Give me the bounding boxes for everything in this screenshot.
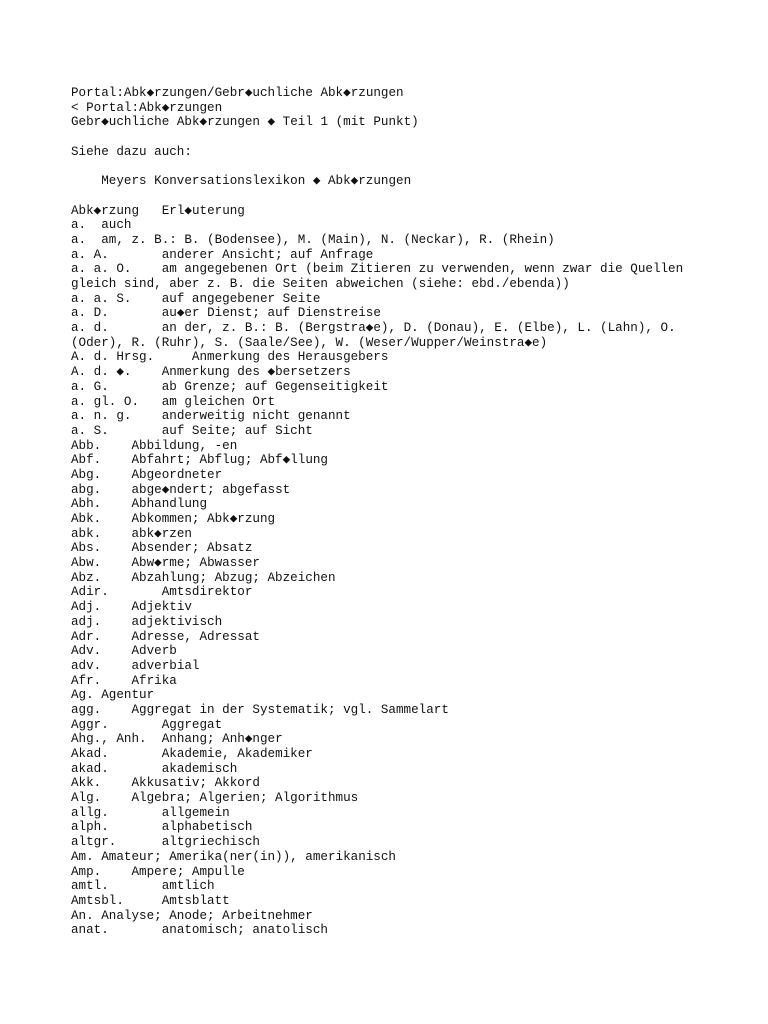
table-row: a. gl. O. am gleichen Ort <box>71 394 276 409</box>
table-row: abg. abge◆ndert; abgefasst <box>71 482 291 497</box>
table-row: abk. abk◆rzen <box>71 526 192 541</box>
table-row: a. n. g. anderweitig nicht genannt <box>71 409 351 424</box>
page-title: Portal:Abk◆rzungen/Gebr◆uchliche Abk◆rzungen <box>71 86 404 100</box>
table-row: Abh. Abhandlung <box>71 497 208 512</box>
table-row: a. am, z. B.: B. (Bodensee), M. (Main), N. (Neckar), R. (Rhein) <box>71 232 555 247</box>
table-row: adv. adverbial <box>71 658 200 673</box>
table-row: a. a. O. am angegebenen Ort (beim Zitieren zu verwenden, wenn zwar die Quellen gleich sind, aber z. B. die Seiten abweichen (siehe: ebd./ebenda)) <box>71 262 691 291</box>
table-row: Akad. Akademie, Akademiker <box>71 747 313 761</box>
table-row: a. auch <box>71 218 132 233</box>
table-row: A. d. ◆. Anmerkung des ◆bersetzers <box>71 365 351 380</box>
table-row: a. G. ab Grenze; auf Gegenseitigkeit <box>71 379 389 394</box>
spacer <box>71 130 731 145</box>
table-row: Ahg., Anh. Anhang; Anh◆nger <box>71 732 283 747</box>
table-row: A. d. Hrsg. Anmerkung des Herausgebers <box>71 350 389 365</box>
table-row: anat. anatomisch; anatolisch <box>71 923 328 938</box>
table-row: a. D. au◆er Dienst; auf Dienstreise <box>71 306 381 321</box>
table-row: Abf. Abfahrt; Abflug; Abf◆llung <box>71 453 328 468</box>
table-row: Adv. Adverb <box>71 644 177 659</box>
page-subtitle: Gebr◆uchliche Abk◆rzungen ◆ Teil 1 (mit Punkt) <box>71 115 419 130</box>
table-row: Adj. Adjektiv <box>71 600 192 615</box>
table-row: adj. adjektivisch <box>71 614 223 629</box>
table-row: akad. akademisch <box>71 761 238 776</box>
table-row: Adir. Amtsdirektor <box>71 585 253 600</box>
table-row: a. d. an der, z. B.: B. (Bergstra◆e), D. (Donau), E. (Elbe), L. (Lahn), O. (Oder), R. (Ruhr), S. (Saale/See), W. (Weser/Wupper/Weinstra◆e) <box>71 321 684 350</box>
abbreviation-list <box>71 218 731 938</box>
table-row: alph. alphabetisch <box>71 820 253 835</box>
spacer <box>71 189 731 204</box>
table-row: Ag. Agentur <box>71 688 155 703</box>
table-row: allg. allgemein <box>71 805 230 820</box>
table-row: agg. Aggregat in der Systematik; vgl. Sammelart <box>71 702 449 717</box>
table-row: Abg. Abgeordneter <box>71 467 223 482</box>
table-row: amtl. amtlich <box>71 879 215 894</box>
table-row: Aggr. Aggregat <box>71 717 223 732</box>
table-row: Amp. Ampere; Ampulle <box>71 864 245 879</box>
table-row: Abs. Absender; Absatz <box>71 541 253 556</box>
table-row: Adr. Adresse, Adressat <box>71 629 260 644</box>
document-page <box>71 86 731 938</box>
table-row: Abw. Abw◆rme; Abwasser <box>71 556 260 571</box>
back-link[interactable]: < Portal:Abk◆rzungen <box>71 100 223 115</box>
table-row: An. Analyse; Anode; Arbeitnehmer <box>71 908 313 923</box>
table-row: Alg. Algebra; Algerien; Algorithmus <box>71 791 359 806</box>
table-row: Amtsbl. Amtsblatt <box>71 893 230 908</box>
see-also-label: Siehe dazu auch: <box>71 144 192 159</box>
table-row: Abb. Abbildung, -en <box>71 438 238 453</box>
table-row: altgr. altgriechisch <box>71 835 260 850</box>
table-row: Am. Amateur; Amerika(ner(in)), amerikanisch <box>71 849 396 864</box>
table-row: Abk. Abkommen; Abk◆rzung <box>71 512 276 526</box>
table-row: a. S. auf Seite; auf Sicht <box>71 423 313 438</box>
table-header: Abk◆rzung Erl◆uterung <box>71 203 245 218</box>
table-row: Abz. Abzahlung; Abzug; Abzeichen <box>71 570 336 585</box>
table-row: Akk. Akkusativ; Akkord <box>71 776 260 791</box>
table-row: Afr. Afrika <box>71 673 177 688</box>
spacer <box>71 159 731 174</box>
table-row: a. a. S. auf angegebener Seite <box>71 291 321 306</box>
table-row: a. A. anderer Ansicht; auf Anfrage <box>71 247 374 262</box>
see-also-link[interactable]: Meyers Konversationslexikon ◆ Abk◆rzungen <box>71 174 412 189</box>
